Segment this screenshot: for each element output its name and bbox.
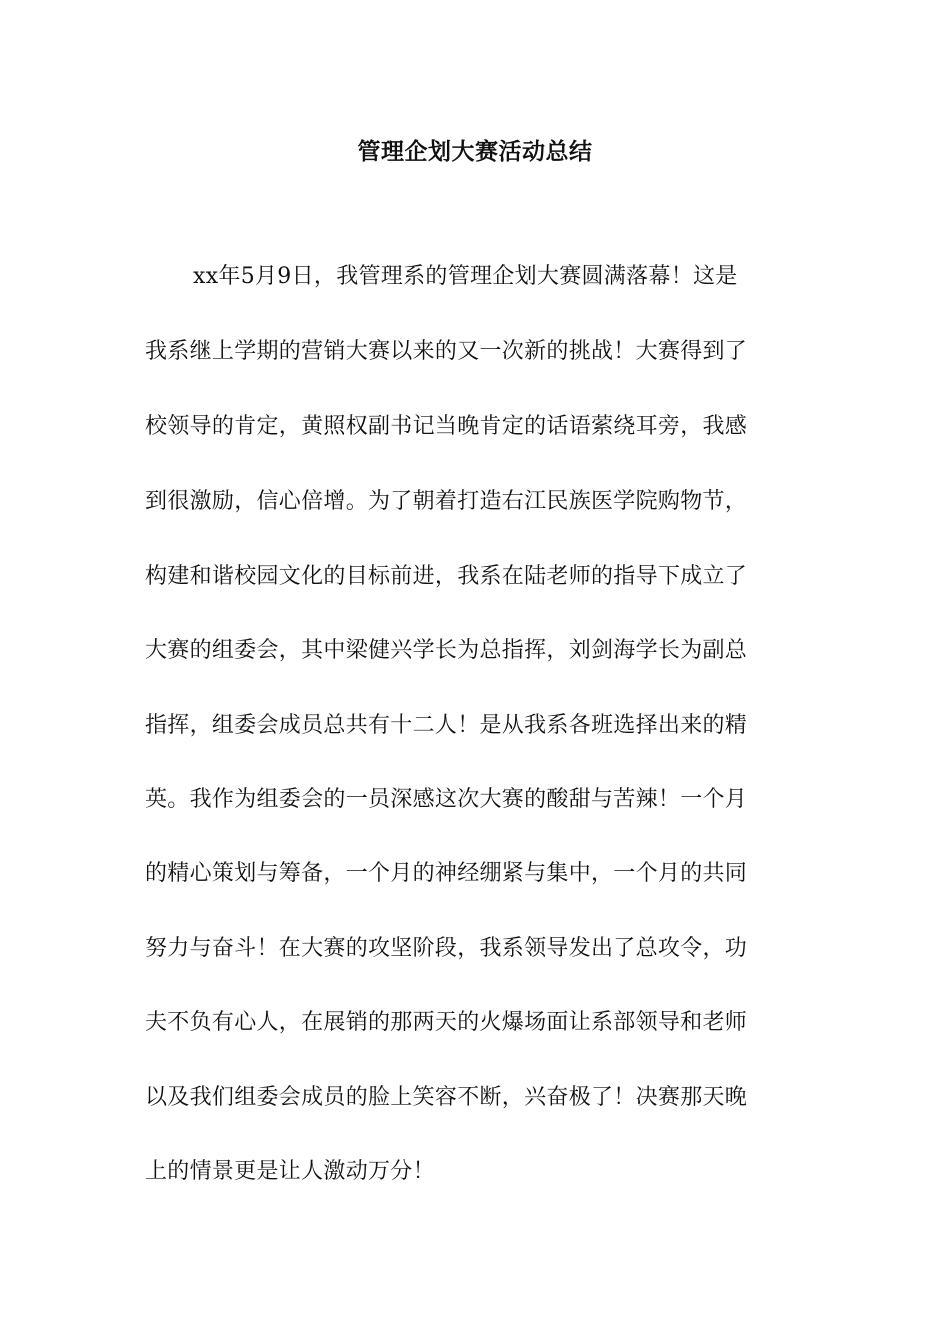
paragraph-line-9: 的精心策划与筹备，一个月的神经绷紧与集中，一个月的共同	[145, 861, 748, 886]
paragraph-line-2: 我系继上学期的营销大赛以来的又一次新的挑战！大赛得到了	[145, 339, 748, 364]
paragraph-line-12: 以及我们组委会成员的脸上笑容不断，兴奋极了！决赛那天晚	[145, 1085, 748, 1110]
paragraph-line-11: 夫不负有心人，在展销的那两天的火爆场面让系部领导和老师	[145, 1010, 748, 1035]
paragraph-line-10: 努力与奋斗！在大赛的攻坚阶段，我系领导发出了总攻令，功	[145, 936, 748, 961]
paragraph-line-7: 指挥，组委会成员总共有十二人！是从我系各班选择出来的精	[145, 713, 748, 738]
paragraph-line-3: 校领导的肯定，黄照权副书记当晚肯定的话语萦绕耳旁，我感	[145, 414, 748, 439]
paragraph-line-5: 构建和谐校园文化的目标前进，我系在陆老师的指导下成立了	[145, 564, 748, 589]
document-title: 管理企划大赛活动总结	[357, 139, 593, 165]
paragraph-line-4: 到很激励，信心倍增。为了朝着打造右江民族医学院购物节，	[145, 489, 748, 514]
paragraph-line-1: xx年5月9日，我管理系的管理企划大赛圆满落幕！这是	[193, 264, 738, 289]
paragraph-line-6: 大赛的组委会，其中梁健兴学长为总指挥，刘剑海学长为副总	[145, 638, 748, 663]
paragraph-line-13: 上的情景更是让人激动万分！	[145, 1159, 435, 1184]
paragraph-line-8: 英。我作为组委会的一员深感这次大赛的酸甜与苦辣！一个月	[145, 787, 748, 812]
